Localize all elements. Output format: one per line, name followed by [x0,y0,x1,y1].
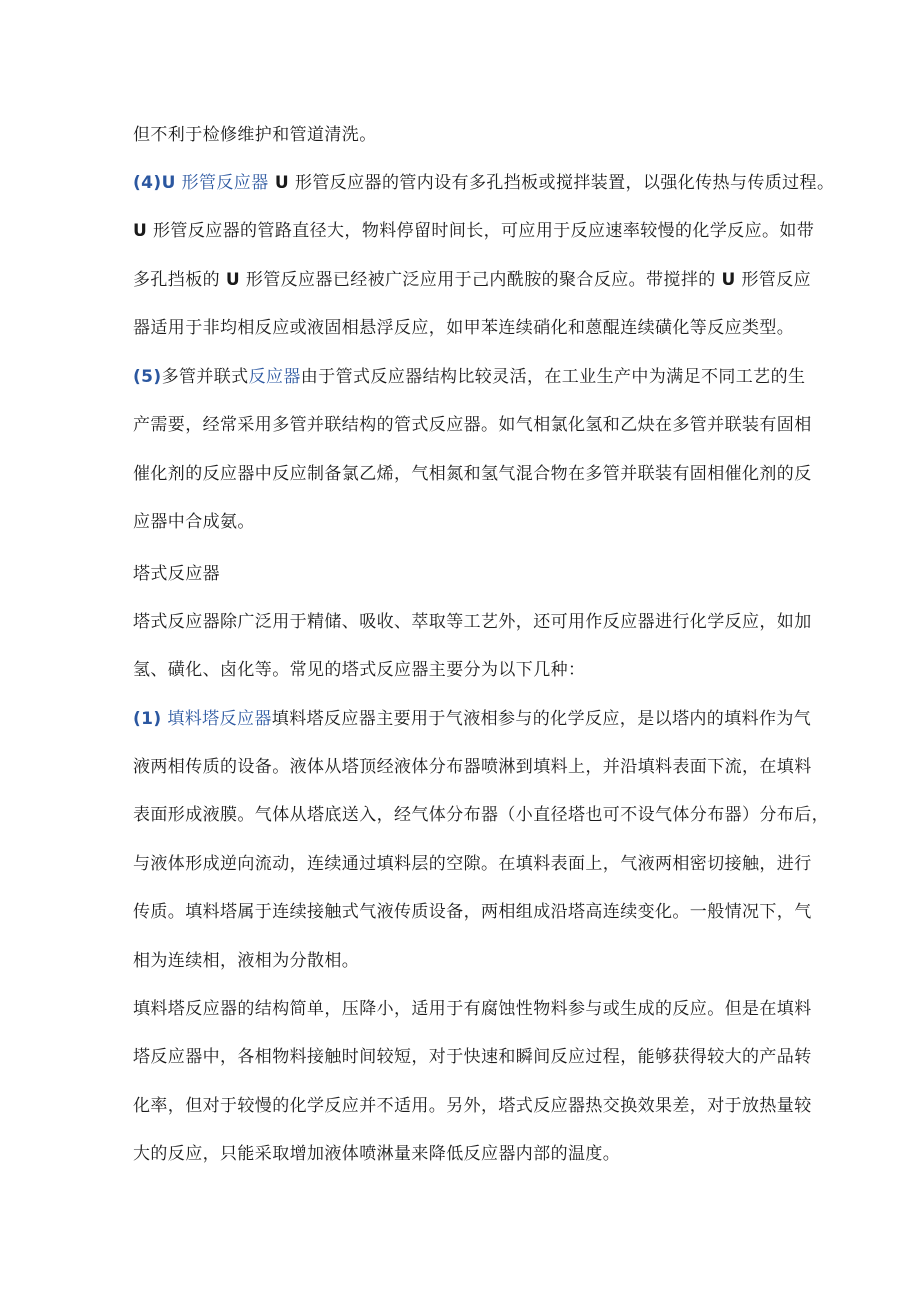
text-line: 化率，但对于较慢的化学反应并不适用。另外，塔式反应器热交换效果差，对于放热量较 [133,1096,812,1116]
text-line: 塔反应器中，各相物料接触时间较短，对于快速和瞬间反应过程，能够获得较大的产品转 [133,1047,812,1067]
text-line: 表面形成液膜。气体从塔底送入，经气体分布器（小直径塔也可不设气体分布器）分布后， [133,805,829,825]
text-line: (5)多管并联式反应器由于管式反应器结构比较灵活，在工业生产中为满足不同工艺的生 [133,367,806,387]
link-packed-tower-reactor[interactable]: 填料塔反应器 [161,709,272,729]
text-line: U 形管反应器的管路直径大，物料停留时间长，可应用于反应速率较慢的化学反应。如带 [133,221,815,241]
text-line: 传质。填料塔属于连续接触式气液传质设备，两相组成沿塔高连续变化。一般情况下，气 [133,902,812,922]
text-line: 大的反应，只能采取增加液体喷淋量来降低反应器内部的温度。 [133,1144,621,1164]
text-line: 填料塔反应器的结构简单，压降小，适用于有腐蚀性物料参与或生成的反应。但是在填料 [133,999,812,1019]
text-line: 产需要，经常采用多管并联结构的管式反应器。如气相氯化氢和乙炔在多管并联装有固相 [133,415,812,435]
text-line: 器适用于非均相反应或液固相悬浮反应，如甲苯连续硝化和蒽醌连续磺化等反应类型。 [133,318,795,338]
text-line: 但不利于检修维护和管道清洗。 [133,125,377,145]
link-u-tube-reactor[interactable]: 形管反应器 [175,173,269,193]
section-heading: 塔式反应器 [133,564,220,584]
text-line: 与液体形成逆向流动，连续通过填料层的空隙。在填料表面上，气液两相密切接触，进行 [133,854,812,874]
text-line: 多孔挡板的 U 形管反应器已经被广泛应用于己内酰胺的聚合反应。带搅拌的 U 形管反应 [133,270,812,290]
link-reactor[interactable]: 反应器 [248,367,301,387]
text-line: 氢、磺化、卤化等。常见的塔式反应器主要分为以下几种： [133,660,586,680]
text-line: (1) 填料塔反应器填料塔反应器主要用于气液相参与的化学反应，是以塔内的填料作为气 [133,709,812,729]
text-line: 相为连续相，液相为分散相。 [133,951,360,971]
text-line: (4)U 形管反应器 U 形管反应器的管内设有多孔挡板或搅拌装置，以强化传热与传质过程。 [133,173,835,193]
text-line: 液两相传质的设备。液体从塔顶经液体分布器喷淋到填料上，并沿填料表面下流，在填料 [133,757,812,777]
text-line: 催化剂的反应器中反应制备氯乙烯，气相氮和氢气混合物在多管并联装有固相催化剂的反 [133,464,812,484]
text-line: 应器中合成氨。 [133,512,255,532]
text-line: 塔式反应器除广泛用于精储、吸收、萃取等工艺外，还可用作反应器进行化学反应，如加 [133,612,812,632]
